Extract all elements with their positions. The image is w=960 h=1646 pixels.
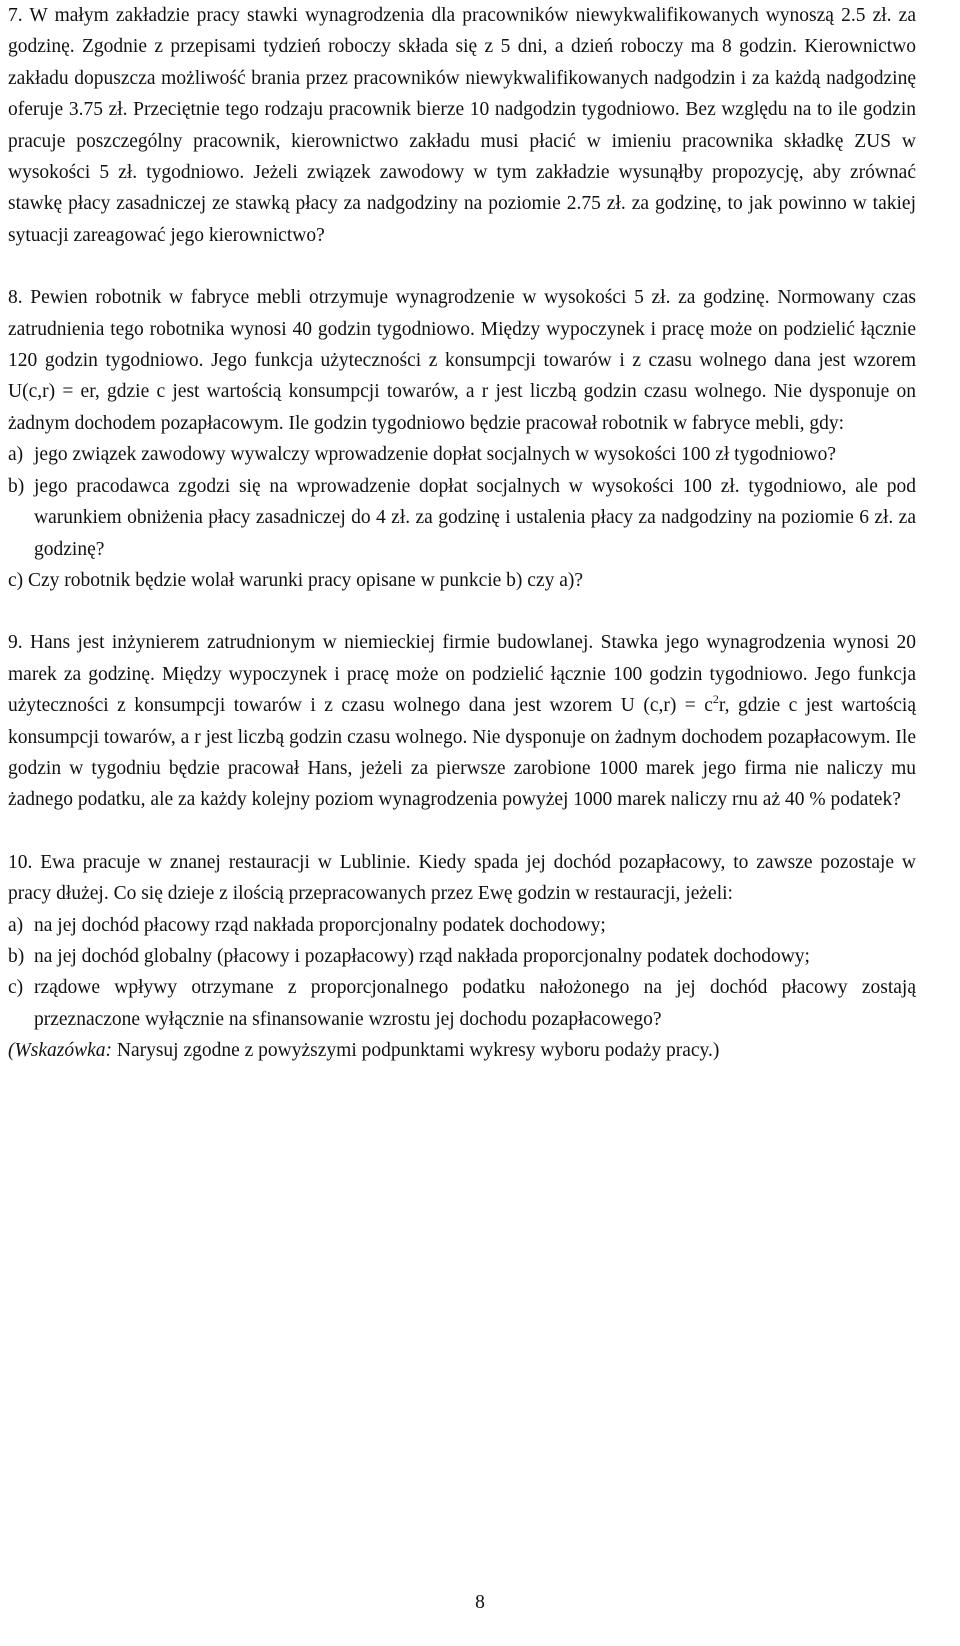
list-label: c)	[8, 977, 24, 999]
problem-10	[8, 847, 916, 910]
problem-9-text-start: Hans jest inżynierem zatrudnionym w niemieckiej firmie budowlanej. Stawka jego wynagrodzenia wynosi 20 marek za godzinę. Między wypoczynek i pracę może on podzielić łącznie 100 godzin tygodniowo. Jego funkcja użyteczności z konsumpcji towarów i z czasu wolnego dana jest wzorem U (c,r) = c	[8, 632, 916, 717]
list-label: a)	[8, 444, 24, 466]
problem-8-item-a	[8, 439, 916, 470]
hint	[8, 1035, 916, 1066]
problem-7-number: 7.	[8, 5, 23, 26]
hint-label: (Wskazówka:	[8, 1040, 112, 1062]
page-number: 8	[475, 1592, 485, 1613]
problem-8-item-c: c) Czy robotnik będzie wolał warunki pracy opisane w punkcie b) czy a)?	[8, 569, 584, 591]
hint-text: Narysuj zgodne z powyższymi podpunktami wykresy wyboru podaży pracy.)	[116, 1040, 720, 1062]
problem-7	[8, 0, 916, 251]
problem-10-item-c	[8, 972, 916, 1035]
spacer	[8, 816, 916, 847]
problem-10-text: Ewa pracuje w znanej restauracji w Lublinie. Kiedy spada jej dochód pozapłacowy, to zawsze pozostaje w pracy dłużej. Co się dzieje z ilością przepracowanych przez Ewę godzin w restauracji, jeżeli:	[8, 851, 917, 905]
list-text: na jej dochód płacowy rząd nakłada proporcjonalny podatek dochodowy;	[34, 914, 606, 936]
list-text: jego związek zawodowy wywalczy wprowadzenie dopłat socjalnych w wysokości 100 zł tygodniowo?	[34, 444, 836, 466]
exponent: 2	[712, 692, 719, 707]
list-label: b)	[8, 475, 25, 497]
list-text: na jej dochód globalny (płacowy i pozapłacowy) rząd nakłada proporcjonalny podatek dochodowy;	[34, 945, 810, 967]
problem-8-item-b	[8, 471, 916, 565]
problem-9	[8, 627, 916, 815]
problem-10-item-a	[8, 910, 916, 941]
problem-7-text: W małym zakładzie pracy stawki wynagrodzenia dla pracowników niewykwalifikowanych wynoszą 2.5 zł. za godzinę. Zgodnie z przepisami tydzień roboczy składa się z 5 dni, a dzień roboczy ma 8 godzin. Kierownictwo zakładu dopuszcza możliwość brania przez pracowników niewykwalifikowanych nadgodzin i za każdą nadgodzinę oferuje 3.75 zł. Przeciętnie tego rodzaju pracownik bierze 10 nadgodzin tygodniowo. Bez względu na to ile godzin pracuje poszczególny pracownik, kierownictwo zakładu musi płacić w imieniu pracownika składkę ZUS w wysokości 5 zł. tygodniowo. Jeżeli związek zawodowy w tym zakładzie wysunąłby propozycję, aby zrównać stawkę płacy zasadniczej ze stawką płacy za nadgodziny na poziomie 2.75 zł. za godzinę, to jak powinno w takiej sytuacji zareagować jego kierownictwo?	[8, 5, 916, 246]
spacer	[8, 251, 916, 282]
problem-8	[8, 282, 916, 439]
list-text: rządowe wpływy otrzymane z proporcjonalnego podatku nałożonego na jej dochód płacowy zostają przeznaczone wyłącznie na sfinansowanie wzrostu jej dochodu pozapłacowego?	[34, 977, 916, 1030]
spacer	[8, 596, 916, 627]
list-label: b)	[8, 945, 25, 967]
document-page	[8, 0, 916, 1067]
problem-10-number: 10.	[8, 851, 33, 873]
problem-9-number: 9.	[8, 632, 23, 654]
problem-8-text: Pewien robotnik w fabryce mebli otrzymuje wynagrodzenie w wysokości 5 zł. za godzinę. Normowany czas zatrudnienia tego robotnika wynosi 40 godzin tygodniowo. Między wypoczynek i pracę może on podzielić łącznie 120 godzin tygodniowo. Jego funkcja użyteczności z konsumpcji towarów i z czasu wolnego dana jest wzorem U(c,r) = er, gdzie c jest wartością konsumpcji towarów, a r jest liczbą godzin czasu wolnego. Nie dysponuje on żadnym dochodem pozapłacowym. Ile godzin tygodniowo będzie pracował robotnik w fabryce mebli, gdy:	[8, 287, 916, 434]
problem-8-number: 8.	[8, 287, 23, 309]
problem-10-item-b	[8, 941, 916, 972]
list-text: jego pracodawca zgodzi się na wprowadzenie dopłat socjalnych w wysokości 100 zł. tygodniowo, ale pod warunkiem obniżenia płacy zasadniczej do 4 zł. za godzinę i ustalenia płacy za nadgodziny na poziomie 6 zł. za godzinę?	[34, 475, 916, 560]
list-label: a)	[8, 914, 24, 936]
problem-9-text-end: r, gdzie c jest wartością konsumpcji towarów, a r jest liczbą godzin czasu wolnego. Nie dysponuje on żadnym dochodem pozapłacowym. Ile godzin w tygodniu będzie pracował Hans, jeżeli za pierwsze zarobione 1000 marek jego firma nie naliczy mu żadnego podatku, ale za każdy kolejny poziom wynagrodzenia powyżej 1000 marek naliczy rnu aż 40 % podatek?	[8, 695, 917, 811]
